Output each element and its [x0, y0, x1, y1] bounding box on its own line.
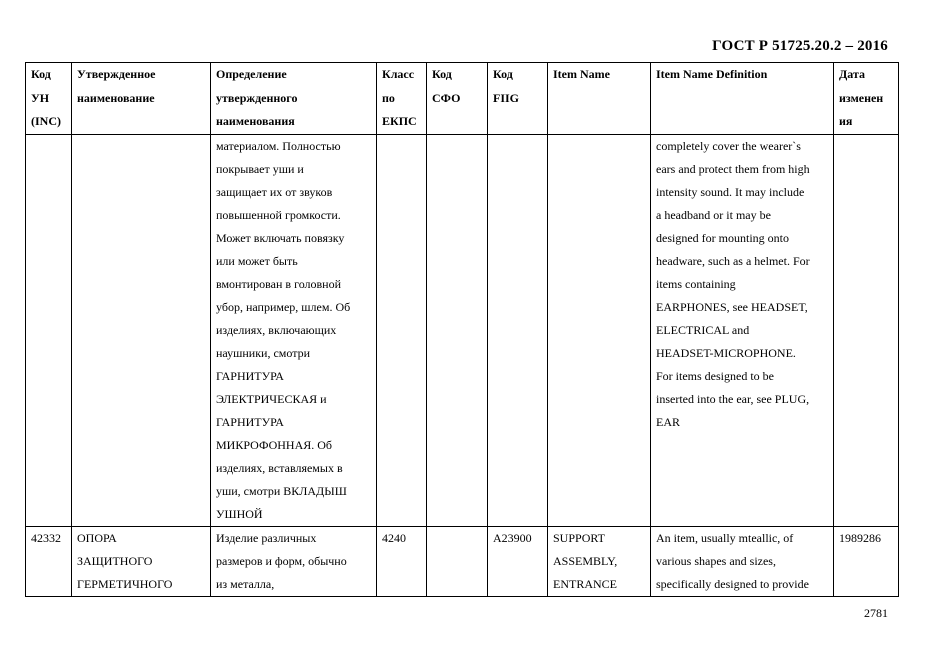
cell-item-definition: An item, usually mteallic, of various shapes and sizes, specifically designed to provide	[651, 526, 834, 596]
catalog-table	[25, 62, 899, 597]
cell-class: 4240	[377, 526, 427, 596]
cell-fiig: A23900	[488, 526, 548, 596]
cell-item-name	[548, 134, 651, 526]
cell-date	[834, 134, 899, 526]
cell-class	[377, 134, 427, 526]
col-header-approved-name: Утвержденное наименование	[72, 63, 211, 135]
page-number: 2781	[864, 606, 888, 620]
cell-date: 1989286	[834, 526, 899, 596]
cell-item-definition: completely cover the wearer`s ears and protect them from high intensity sound. It may include a headband or it may be designed for mounting onto headware, such as a helmet. For items containing EARPHONES, see HEADSET, ELECTRICAL and HEADSET-MICROPHONE. For items designed to be inserted into the ear, see PLUG, EAR	[651, 134, 834, 526]
cell-sfo	[427, 526, 488, 596]
cell-name	[72, 134, 211, 526]
cell-item-name: SUPPORT ASSEMBLY, ENTRANCE	[548, 526, 651, 596]
col-header-item-name: Item Name	[548, 63, 651, 135]
col-header-code: Код УН (INC)	[26, 63, 72, 135]
cell-code	[26, 134, 72, 526]
table-row	[26, 526, 899, 596]
cell-name: ОПОРА ЗАЩИТНОГО ГЕРМЕТИЧНОГО	[72, 526, 211, 596]
cell-sfo	[427, 134, 488, 526]
col-header-definition: Определение утвержденного наименования	[211, 63, 377, 135]
cell-fiig	[488, 134, 548, 526]
document-title: ГОСТ Р 51725.20.2 – 2016	[712, 38, 888, 54]
col-header-sfo: Код СФО	[427, 63, 488, 135]
cell-definition: Изделие различных размеров и форм, обычно из металла,	[211, 526, 377, 596]
table-header-row	[26, 63, 899, 135]
col-header-item-definition: Item Name Definition	[651, 63, 834, 135]
col-header-fiig: Код FIIG	[488, 63, 548, 135]
col-header-class: Класс по ЕКПС	[377, 63, 427, 135]
col-header-date: Дата изменен ия	[834, 63, 899, 135]
cell-code: 42332	[26, 526, 72, 596]
table-row	[26, 134, 899, 526]
cell-definition: материалом. Полностью покрывает уши и защищает их от звуков повышенной громкости. Может включать повязку или может быть вмонтирован в головной убор, например, шлем. Об изделиях, включающих наушники, смотри ГАРНИТУРА ЭЛЕКТРИЧЕСКАЯ и ГАРНИТУРА МИКРОФОННАЯ. Об изделиях, вставляемых в уши, смотри ВКЛАДЫШ УШНОЙ	[211, 134, 377, 526]
